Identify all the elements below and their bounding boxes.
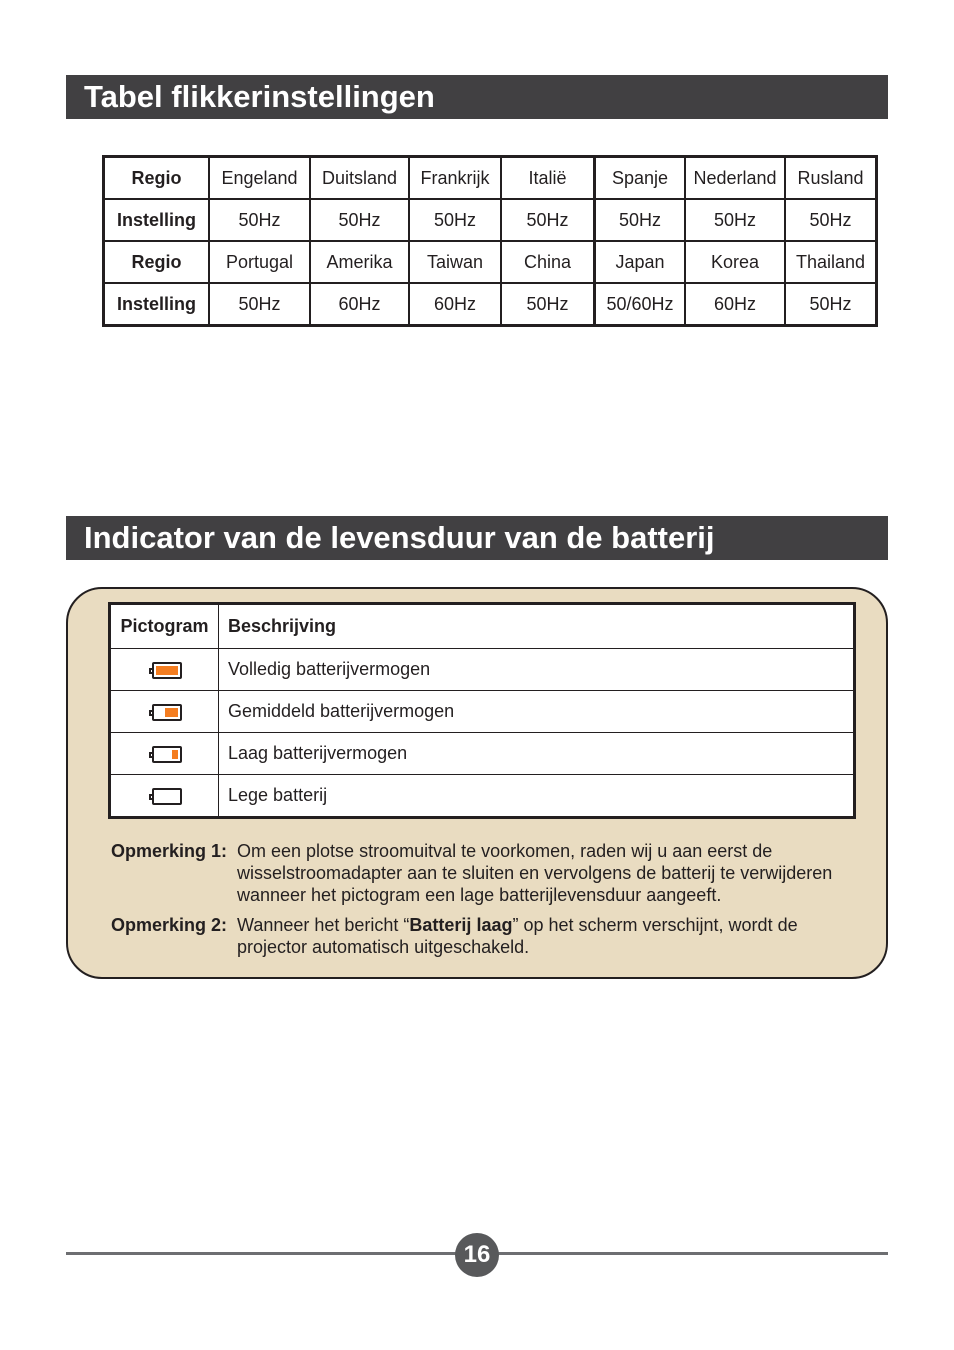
note-label: Opmerking 1: — [111, 841, 228, 861]
table-header-row — [110, 604, 855, 649]
row-header-setting: Instelling — [104, 283, 210, 326]
table-cell: Duitsland — [310, 157, 409, 200]
table-cell: 50Hz — [685, 199, 785, 241]
table-cell: 50Hz — [310, 199, 409, 241]
battery-description: Laag batterijvermogen — [219, 733, 855, 775]
note-text-line: wisselstroomadapter aan te sluiten en vervolgens de batterij te verwijderen — [237, 863, 833, 883]
table-cell: 60Hz — [685, 283, 785, 326]
table-row — [104, 199, 877, 241]
table-cell: Nederland — [685, 157, 785, 200]
table-cell: Taiwan — [409, 241, 501, 283]
table-cell: 50/60Hz — [595, 283, 686, 326]
column-header-icon: Pictogram — [110, 604, 219, 649]
note-1 — [111, 840, 871, 906]
table-row — [104, 157, 877, 200]
note-label: Opmerking 2: — [111, 915, 228, 935]
table-cell: Rusland — [785, 157, 877, 200]
section-title-flicker: Tabel flikkerinstellingen — [66, 75, 888, 119]
table-row — [110, 649, 855, 691]
battery-description: Lege batterij — [219, 775, 855, 818]
table-cell: China — [501, 241, 595, 283]
table-cell: Thailand — [785, 241, 877, 283]
table-cell: Engeland — [209, 157, 310, 200]
table-cell: Korea — [685, 241, 785, 283]
table-row — [110, 691, 855, 733]
battery-medium-icon — [152, 704, 182, 721]
row-header-region: Regio — [104, 157, 210, 200]
table-cell: 50Hz — [209, 199, 310, 241]
table-cell: Italië — [501, 157, 595, 200]
table-cell: Frankrijk — [409, 157, 501, 200]
notes — [111, 840, 871, 966]
table-cell: Spanje — [595, 157, 686, 200]
table-row — [104, 283, 877, 326]
note-text-line: projector automatisch uitgeschakeld. — [237, 937, 530, 957]
table-cell: 50Hz — [595, 199, 686, 241]
table-cell: 50Hz — [785, 283, 877, 326]
column-header-description: Beschrijving — [219, 604, 855, 649]
table-row — [110, 733, 855, 775]
row-header-setting: Instelling — [104, 199, 210, 241]
note-2 — [111, 914, 871, 958]
table-cell: Japan — [595, 241, 686, 283]
table-cell: 50Hz — [209, 283, 310, 326]
note-text-line: wanneer het pictogram een lage batterijlevensduur aangeeft. — [237, 885, 722, 905]
row-header-region: Regio — [104, 241, 210, 283]
section-title-battery: Indicator van de levensduur van de batterij — [66, 516, 888, 560]
note-text-line: Wanneer het bericht “Batterij laag” op het scherm verschijnt, wordt de — [237, 915, 798, 935]
table-cell: 50Hz — [785, 199, 877, 241]
battery-low-icon — [152, 746, 182, 763]
battery-indicator-table — [108, 602, 856, 819]
battery-full-icon — [152, 662, 182, 679]
battery-description: Volledig batterijvermogen — [219, 649, 855, 691]
table-cell: 50Hz — [409, 199, 501, 241]
flicker-settings-table — [102, 155, 878, 327]
battery-empty-icon — [152, 788, 182, 805]
table-row — [104, 241, 877, 283]
note-text-line: Om een plotse stroomuitval te voorkomen, raden wij u aan eerst de — [237, 841, 773, 861]
table-cell: 50Hz — [501, 199, 595, 241]
table-cell: 60Hz — [409, 283, 501, 326]
battery-low-message: Batterij laag — [409, 915, 513, 935]
table-cell: 60Hz — [310, 283, 409, 326]
table-cell: Portugal — [209, 241, 310, 283]
table-cell: Amerika — [310, 241, 409, 283]
table-row — [110, 775, 855, 818]
table-cell: 50Hz — [501, 283, 595, 326]
battery-description: Gemiddeld batterijvermogen — [219, 691, 855, 733]
page-number: 16 — [455, 1233, 499, 1277]
